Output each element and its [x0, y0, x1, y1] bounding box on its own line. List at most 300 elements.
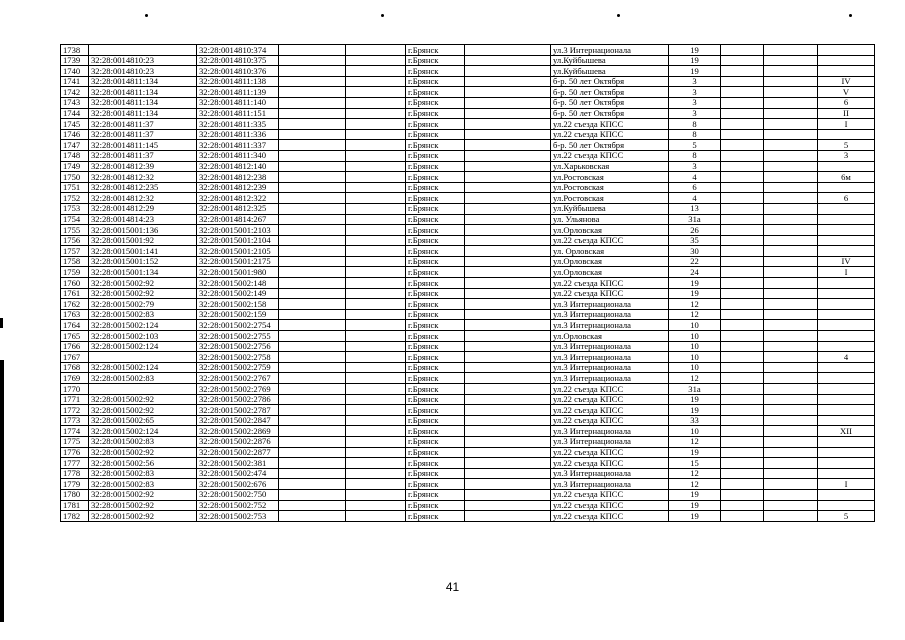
premises-number-cell — [818, 129, 875, 140]
empty-cell — [721, 172, 764, 183]
cadastral-number: 32:28:0015002:2759 — [197, 362, 279, 373]
empty-cell — [764, 384, 818, 395]
row-number: 1763 — [61, 309, 89, 320]
empty-cell — [721, 225, 764, 236]
parent-cadastral-number: 32:28:0015002:83 — [89, 373, 197, 384]
empty-cell — [721, 119, 764, 130]
table-row — [61, 320, 875, 331]
city-cell: г.Брянск — [406, 320, 465, 331]
row-number: 1778 — [61, 468, 89, 479]
house-number-cell: 10 — [669, 320, 721, 331]
table-row — [61, 172, 875, 183]
cadastral-number: 32:28:0014812:322 — [197, 193, 279, 204]
empty-cell — [721, 331, 764, 342]
table-row — [61, 341, 875, 352]
table-row — [61, 246, 875, 257]
table-row — [61, 193, 875, 204]
table-row — [61, 458, 875, 469]
row-number: 1756 — [61, 235, 89, 246]
table-row — [61, 214, 875, 225]
city-cell: г.Брянск — [406, 150, 465, 161]
cadastral-number: 32:28:0014814:267 — [197, 214, 279, 225]
empty-cell — [465, 225, 551, 236]
premises-number-cell: I — [818, 479, 875, 490]
street-cell: ул.Ростовская — [551, 193, 669, 204]
street-cell: ул.Ростовская — [551, 172, 669, 183]
table-row — [61, 140, 875, 151]
cadastral-number: 32:28:0014812:239 — [197, 182, 279, 193]
empty-cell — [721, 87, 764, 98]
empty-cell — [465, 108, 551, 119]
parent-cadastral-number: 32:28:0015002:92 — [89, 394, 197, 405]
row-number: 1757 — [61, 246, 89, 257]
city-cell: г.Брянск — [406, 458, 465, 469]
street-cell: б-р. 50 лет Октября — [551, 76, 669, 87]
empty-cell — [465, 278, 551, 289]
empty-cell — [764, 203, 818, 214]
empty-cell — [346, 458, 406, 469]
empty-cell — [764, 511, 818, 522]
street-cell: ул.Ростовская — [551, 182, 669, 193]
parent-cadastral-number: 32:28:0015002:92 — [89, 278, 197, 289]
table-row — [61, 489, 875, 500]
table-row — [61, 479, 875, 490]
empty-cell — [465, 235, 551, 246]
cadastral-number: 32:28:0015002:2876 — [197, 436, 279, 447]
parent-cadastral-number: 32:28:0014814:23 — [89, 214, 197, 225]
parent-cadastral-number: 32:28:0014812:235 — [89, 182, 197, 193]
row-number: 1772 — [61, 405, 89, 416]
table-row — [61, 97, 875, 108]
row-number: 1766 — [61, 341, 89, 352]
empty-cell — [721, 447, 764, 458]
parent-cadastral-number: 32:28:0014811:37 — [89, 119, 197, 130]
city-cell: г.Брянск — [406, 352, 465, 363]
empty-cell — [465, 203, 551, 214]
row-number: 1746 — [61, 129, 89, 140]
premises-number-cell — [818, 66, 875, 77]
empty-cell — [465, 468, 551, 479]
cadastral-number: 32:28:0015002:2786 — [197, 394, 279, 405]
cadastral-number: 32:28:0014811:139 — [197, 87, 279, 98]
empty-cell — [721, 140, 764, 151]
table-row — [61, 161, 875, 172]
empty-cell — [465, 405, 551, 416]
premises-number-cell — [818, 182, 875, 193]
street-cell: ул.22 съезда КПСС — [551, 447, 669, 458]
empty-cell — [465, 309, 551, 320]
premises-number-cell — [818, 235, 875, 246]
empty-cell — [721, 394, 764, 405]
empty-cell — [346, 436, 406, 447]
empty-cell — [721, 436, 764, 447]
premises-number-cell — [818, 447, 875, 458]
empty-cell — [721, 320, 764, 331]
parent-cadastral-number: 32:28:0014811:134 — [89, 76, 197, 87]
street-cell: ул.3 Интернационала — [551, 341, 669, 352]
row-number: 1741 — [61, 76, 89, 87]
street-cell: ул.3 Интернационала — [551, 426, 669, 437]
city-cell: г.Брянск — [406, 182, 465, 193]
empty-cell — [764, 458, 818, 469]
empty-cell — [764, 214, 818, 225]
scan-edge-tick — [0, 318, 3, 328]
city-cell: г.Брянск — [406, 331, 465, 342]
street-cell: ул.22 съезда КПСС — [551, 150, 669, 161]
house-number-cell: 3 — [669, 97, 721, 108]
premises-number-cell — [818, 225, 875, 236]
street-cell: ул.Орловская — [551, 267, 669, 278]
city-cell: г.Брянск — [406, 288, 465, 299]
empty-cell — [764, 256, 818, 267]
cadastral-number: 32:28:0015002:474 — [197, 468, 279, 479]
house-number-cell: 31а — [669, 384, 721, 395]
empty-cell — [279, 458, 346, 469]
empty-cell — [764, 87, 818, 98]
premises-number-cell: IV — [818, 256, 875, 267]
empty-cell — [465, 362, 551, 373]
table-row — [61, 150, 875, 161]
premises-number-cell: 6 — [818, 97, 875, 108]
city-cell: г.Брянск — [406, 55, 465, 66]
empty-cell — [721, 299, 764, 310]
house-number-cell: 8 — [669, 119, 721, 130]
row-number: 1754 — [61, 214, 89, 225]
empty-cell — [279, 436, 346, 447]
street-cell: ул.22 съезда КПСС — [551, 415, 669, 426]
empty-cell — [279, 76, 346, 87]
street-cell: ул.3 Интернационала — [551, 320, 669, 331]
empty-cell — [721, 500, 764, 511]
table-row — [61, 405, 875, 416]
cadastral-number: 32:28:0014812:140 — [197, 161, 279, 172]
house-number-cell: 6 — [669, 182, 721, 193]
table-row — [61, 203, 875, 214]
empty-cell — [279, 405, 346, 416]
row-number: 1742 — [61, 87, 89, 98]
empty-cell — [346, 246, 406, 257]
premises-number-cell — [818, 246, 875, 257]
table-row — [61, 55, 875, 66]
premises-number-cell: II — [818, 108, 875, 119]
street-cell: б-р. 50 лет Октября — [551, 87, 669, 98]
parent-cadastral-number: 32:28:0015002:83 — [89, 479, 197, 490]
empty-cell — [721, 246, 764, 257]
parent-cadastral-number: 32:28:0014812:32 — [89, 172, 197, 183]
empty-cell — [346, 352, 406, 363]
empty-cell — [721, 267, 764, 278]
empty-cell — [465, 45, 551, 56]
city-cell: г.Брянск — [406, 97, 465, 108]
row-number: 1755 — [61, 225, 89, 236]
empty-cell — [279, 331, 346, 342]
registry-table-body — [61, 45, 875, 522]
empty-cell — [279, 384, 346, 395]
street-cell: ул.22 съезда КПСС — [551, 394, 669, 405]
empty-cell — [279, 182, 346, 193]
cadastral-number: 32:28:0015002:2847 — [197, 415, 279, 426]
house-number-cell: 8 — [669, 129, 721, 140]
empty-cell — [764, 468, 818, 479]
street-cell: ул.22 съезда КПСС — [551, 119, 669, 130]
empty-cell — [764, 331, 818, 342]
empty-cell — [721, 66, 764, 77]
table-row — [61, 66, 875, 77]
street-cell: ул. Ульянова — [551, 214, 669, 225]
empty-cell — [346, 331, 406, 342]
empty-cell — [279, 447, 346, 458]
empty-cell — [764, 500, 818, 511]
row-number: 1743 — [61, 97, 89, 108]
empty-cell — [279, 129, 346, 140]
empty-cell — [346, 214, 406, 225]
premises-number-cell — [818, 405, 875, 416]
table-row — [61, 352, 875, 363]
empty-cell — [465, 415, 551, 426]
empty-cell — [721, 76, 764, 87]
empty-cell — [279, 193, 346, 204]
empty-cell — [465, 129, 551, 140]
parent-cadastral-number — [89, 352, 197, 363]
city-cell: г.Брянск — [406, 203, 465, 214]
empty-cell — [279, 373, 346, 384]
premises-number-cell: 3 — [818, 150, 875, 161]
row-number: 1759 — [61, 267, 89, 278]
parent-cadastral-number: 32:28:0015002:65 — [89, 415, 197, 426]
table-row — [61, 500, 875, 511]
empty-cell — [279, 55, 346, 66]
row-number: 1752 — [61, 193, 89, 204]
parent-cadastral-number: 32:28:0015002:124 — [89, 341, 197, 352]
parent-cadastral-number: 32:28:0014811:145 — [89, 140, 197, 151]
row-number: 1762 — [61, 299, 89, 310]
city-cell: г.Брянск — [406, 309, 465, 320]
house-number-cell: 19 — [669, 511, 721, 522]
cadastral-number: 32:28:0015001:2104 — [197, 235, 279, 246]
city-cell: г.Брянск — [406, 256, 465, 267]
scan-dot — [849, 14, 852, 17]
empty-cell — [346, 278, 406, 289]
street-cell: ул.3 Интернационала — [551, 436, 669, 447]
house-number-cell: 19 — [669, 66, 721, 77]
empty-cell — [764, 278, 818, 289]
premises-number-cell — [818, 203, 875, 214]
empty-cell — [346, 193, 406, 204]
house-number-cell: 19 — [669, 55, 721, 66]
house-number-cell: 33 — [669, 415, 721, 426]
table-row — [61, 235, 875, 246]
house-number-cell: 4 — [669, 172, 721, 183]
street-cell: ул.3 Интернационала — [551, 309, 669, 320]
row-number: 1774 — [61, 426, 89, 437]
empty-cell — [346, 500, 406, 511]
table-row — [61, 436, 875, 447]
empty-cell — [721, 362, 764, 373]
empty-cell — [346, 447, 406, 458]
empty-cell — [465, 246, 551, 257]
house-number-cell: 19 — [669, 288, 721, 299]
premises-number-cell — [818, 45, 875, 56]
row-number: 1771 — [61, 394, 89, 405]
premises-number-cell — [818, 309, 875, 320]
house-number-cell: 3 — [669, 76, 721, 87]
row-number: 1744 — [61, 108, 89, 119]
parent-cadastral-number: 32:28:0015002:92 — [89, 288, 197, 299]
house-number-cell: 10 — [669, 341, 721, 352]
street-cell: ул.22 съезда КПСС — [551, 489, 669, 500]
cadastral-number: 32:28:0015002:753 — [197, 511, 279, 522]
empty-cell — [346, 415, 406, 426]
empty-cell — [764, 341, 818, 352]
empty-cell — [764, 66, 818, 77]
parent-cadastral-number: 32:28:0014811:134 — [89, 108, 197, 119]
house-number-cell: 10 — [669, 331, 721, 342]
empty-cell — [465, 161, 551, 172]
empty-cell — [346, 182, 406, 193]
house-number-cell: 4 — [669, 193, 721, 204]
empty-cell — [764, 193, 818, 204]
empty-cell — [279, 150, 346, 161]
city-cell: г.Брянск — [406, 267, 465, 278]
house-number-cell: 3 — [669, 108, 721, 119]
row-number: 1769 — [61, 373, 89, 384]
empty-cell — [279, 108, 346, 119]
empty-cell — [279, 66, 346, 77]
empty-cell — [346, 489, 406, 500]
table-row — [61, 373, 875, 384]
empty-cell — [764, 45, 818, 56]
empty-cell — [764, 76, 818, 87]
table-row — [61, 331, 875, 342]
table-row — [61, 415, 875, 426]
city-cell: г.Брянск — [406, 500, 465, 511]
empty-cell — [764, 373, 818, 384]
empty-cell — [721, 161, 764, 172]
cadastral-number: 32:28:0015001:2103 — [197, 225, 279, 236]
premises-number-cell: 6 — [818, 193, 875, 204]
premises-number-cell: 5 — [818, 140, 875, 151]
house-number-cell: 19 — [669, 45, 721, 56]
empty-cell — [346, 108, 406, 119]
house-number-cell: 12 — [669, 479, 721, 490]
city-cell: г.Брянск — [406, 108, 465, 119]
cadastral-number: 32:28:0014812:325 — [197, 203, 279, 214]
city-cell: г.Брянск — [406, 66, 465, 77]
empty-cell — [346, 172, 406, 183]
premises-number-cell: 4 — [818, 352, 875, 363]
empty-cell — [465, 182, 551, 193]
row-number: 1780 — [61, 489, 89, 500]
empty-cell — [279, 140, 346, 151]
house-number-cell: 15 — [669, 458, 721, 469]
row-number: 1748 — [61, 150, 89, 161]
empty-cell — [721, 511, 764, 522]
street-cell: ул.Куйбышева — [551, 55, 669, 66]
row-number: 1740 — [61, 66, 89, 77]
empty-cell — [764, 362, 818, 373]
empty-cell — [764, 352, 818, 363]
row-number: 1764 — [61, 320, 89, 331]
empty-cell — [279, 278, 346, 289]
scan-dot — [145, 14, 148, 17]
empty-cell — [346, 511, 406, 522]
empty-cell — [465, 66, 551, 77]
empty-cell — [465, 140, 551, 151]
parent-cadastral-number: 32:28:0015002:79 — [89, 299, 197, 310]
empty-cell — [465, 299, 551, 310]
cadastral-number: 32:28:0014811:337 — [197, 140, 279, 151]
empty-cell — [721, 182, 764, 193]
cadastral-number: 32:28:0014811:140 — [197, 97, 279, 108]
empty-cell — [279, 299, 346, 310]
empty-cell — [764, 150, 818, 161]
cadastral-number: 32:28:0015002:2769 — [197, 384, 279, 395]
empty-cell — [346, 119, 406, 130]
street-cell: ул.22 съезда КПСС — [551, 511, 669, 522]
cadastral-number: 32:28:0015002:149 — [197, 288, 279, 299]
house-number-cell: 3 — [669, 161, 721, 172]
cadastral-number: 32:28:0015002:2756 — [197, 341, 279, 352]
empty-cell — [465, 267, 551, 278]
house-number-cell: 19 — [669, 405, 721, 416]
cadastral-number: 32:28:0014810:375 — [197, 55, 279, 66]
empty-cell — [764, 299, 818, 310]
house-number-cell: 19 — [669, 447, 721, 458]
empty-cell — [279, 97, 346, 108]
house-number-cell: 19 — [669, 489, 721, 500]
empty-cell — [346, 66, 406, 77]
premises-number-cell: V — [818, 87, 875, 98]
empty-cell — [279, 203, 346, 214]
empty-cell — [279, 172, 346, 183]
cadastral-number: 32:28:0015002:2877 — [197, 447, 279, 458]
table-row — [61, 288, 875, 299]
empty-cell — [346, 76, 406, 87]
empty-cell — [279, 87, 346, 98]
cadastral-number: 32:28:0015002:158 — [197, 299, 279, 310]
empty-cell — [465, 436, 551, 447]
parent-cadastral-number: 32:28:0014812:29 — [89, 203, 197, 214]
table-row — [61, 256, 875, 267]
street-cell: ул.3 Интернационала — [551, 45, 669, 56]
table-row — [61, 129, 875, 140]
empty-cell — [721, 479, 764, 490]
premises-number-cell — [818, 362, 875, 373]
parent-cadastral-number: 32:28:0015001:92 — [89, 235, 197, 246]
empty-cell — [346, 299, 406, 310]
parent-cadastral-number: 32:28:0014812:39 — [89, 161, 197, 172]
city-cell: г.Брянск — [406, 394, 465, 405]
empty-cell — [279, 489, 346, 500]
house-number-cell: 8 — [669, 150, 721, 161]
parent-cadastral-number: 32:28:0015002:92 — [89, 405, 197, 416]
empty-cell — [721, 256, 764, 267]
cadastral-number: 32:28:0014811:151 — [197, 108, 279, 119]
parent-cadastral-number: 32:28:0015002:83 — [89, 309, 197, 320]
premises-number-cell: IV — [818, 76, 875, 87]
parent-cadastral-number: 32:28:0015002:92 — [89, 511, 197, 522]
parent-cadastral-number: 32:28:0015002:124 — [89, 362, 197, 373]
cadastral-number: 32:28:0014810:374 — [197, 45, 279, 56]
empty-cell — [465, 511, 551, 522]
empty-cell — [346, 97, 406, 108]
table-row — [61, 447, 875, 458]
table-row — [61, 87, 875, 98]
city-cell: г.Брянск — [406, 45, 465, 56]
house-number-cell: 5 — [669, 140, 721, 151]
empty-cell — [721, 458, 764, 469]
empty-cell — [346, 87, 406, 98]
